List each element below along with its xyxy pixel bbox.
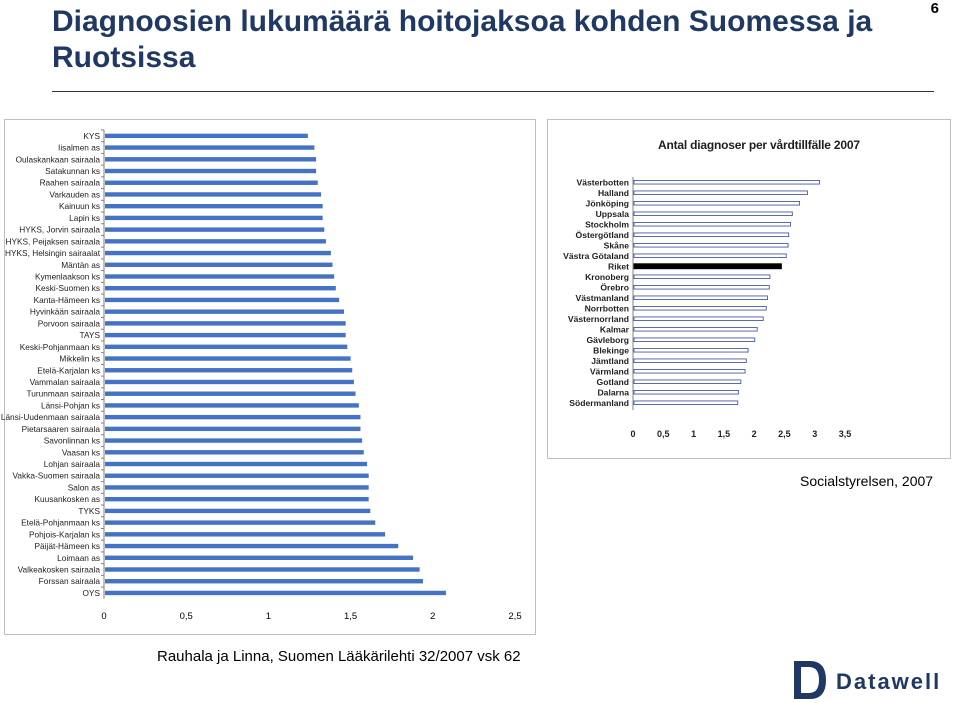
sweden-bar [634, 369, 745, 373]
sweden-bar [634, 317, 763, 321]
finland-category-label: Pietarsaaren sairaala [21, 423, 100, 434]
finland-category-label: Valkeakosken sairaala [17, 564, 100, 575]
sweden-category-label: Norrbotten [584, 303, 629, 314]
finland-x-tick-label: 1 [265, 611, 272, 622]
finland-category-label: Länsi-Uudenmaan sairaala [0, 412, 100, 423]
sweden-category-label: Gotland [596, 376, 629, 387]
finland-category-label: Pohjois-Karjalan ks [28, 529, 100, 540]
finland-category-label: Raahen sairaala [39, 177, 100, 188]
sweden-bar [634, 390, 738, 394]
finland-category-label: Kainuun ks [58, 201, 100, 212]
source-socialstyrelsen: Socialstyrelsen, 2007 [800, 473, 934, 489]
sweden-bar [634, 380, 741, 384]
sweden-x-tick-label: 3 [812, 429, 818, 439]
sweden-category-label: Blekinge [593, 345, 629, 356]
finland-category-label: Varkauden as [49, 189, 100, 200]
sweden-category-label: Östergötland [575, 229, 629, 240]
datawell-logo-icon [794, 661, 826, 699]
finland-x-tick-label: 0 [101, 611, 107, 622]
sweden-category-label: Riket [607, 261, 629, 272]
finland-category-label: Satakunnan ks [45, 166, 100, 177]
sweden-category-label: Södermanland [569, 397, 629, 408]
sweden-category-label: Dalarna [597, 387, 629, 398]
sweden-bar [634, 212, 792, 216]
source-citation: Rauhala ja Linna, Suomen Lääkärilehti 32/2007 vsk 62 [157, 648, 521, 665]
finland-category-label: Vaasan ks [61, 447, 100, 458]
datawell-logo-text: Datawell [836, 669, 942, 694]
sweden-category-label: Kronoberg [585, 271, 629, 282]
sweden-bar [634, 338, 755, 342]
sweden-bar [634, 359, 746, 363]
sweden-bar [634, 201, 800, 205]
finland-category-label: OYS [82, 587, 100, 598]
finland-category-label: Keski-Suomen ks [35, 283, 100, 294]
sweden-category-label: Uppsala [595, 208, 629, 219]
sweden-bar [634, 327, 757, 331]
sweden-bar-riket [634, 264, 781, 269]
sweden-bar [634, 401, 738, 405]
finland-category-label: KYS [83, 130, 100, 141]
sweden-bar [634, 348, 748, 352]
sweden-bar [634, 306, 766, 310]
sweden-category-label: Gävleborg [586, 334, 629, 345]
finland-category-label: Etelä-Karjalan ks [37, 365, 100, 376]
sweden-x-tick-label: 2,5 [778, 429, 791, 439]
finland-x-tick-label: 0,5 [179, 611, 193, 622]
sweden-x-tick-label: 0 [630, 429, 636, 439]
finland-x-tick-label: 2,5 [508, 611, 522, 622]
page-number: 6 [930, 0, 939, 17]
finland-x-tick-label: 1,5 [343, 611, 358, 622]
sweden-category-label: Halland [597, 187, 629, 198]
finland-category-label: Etelä-Pohjanmaan ks [21, 517, 100, 528]
finland-category-label: Loimaan as [57, 552, 100, 563]
finland-category-label: HYKS, Jorvin sairaala [19, 224, 100, 235]
sweden-category-label: Kalmar [599, 324, 629, 335]
finland-category-label: Hyvinkään sairaala [29, 306, 100, 317]
sweden-x-tick-label: 2 [751, 429, 757, 439]
sweden-chart-title: Antal diagnoser per vårdtillfälle 2007 [658, 138, 860, 152]
sweden-category-label: Skåne [603, 240, 629, 251]
sweden-category-label: Jämtland [591, 355, 629, 366]
finland-category-label: TYKS [78, 505, 100, 516]
finland-category-label: Salon as [67, 482, 100, 493]
finland-category-label: Porvoon sairaala [37, 318, 100, 329]
sweden-bar [634, 243, 788, 247]
sweden-bar [634, 275, 770, 279]
sweden-bar [634, 180, 820, 184]
finland-category-label: Lapin ks [69, 212, 100, 223]
finland-category-label: Forssan sairaala [38, 576, 100, 587]
sweden-bar [634, 254, 786, 258]
finland-category-label: Savonlinnan ks [43, 435, 100, 446]
finland-category-label: Keski-Pohjanmaan ks [19, 341, 100, 352]
datawell-logo [792, 657, 952, 703]
page-title: Diagnoosien lukumäärä hoitojaksoa kohden Suomessa ja Ruotsissa [52, 5, 873, 74]
finland-category-label: Lohjan sairaala [43, 459, 100, 470]
finland-category-label: Mikkelin ks [59, 353, 100, 364]
sweden-category-label: Västernorrland [567, 313, 629, 324]
finland-category-label: Länsi-Pohjan ks [40, 400, 100, 411]
sweden-category-label: Stockholm [585, 219, 629, 230]
finland-category-label: Kuusankosken as [34, 494, 100, 505]
sweden-bar [634, 222, 790, 226]
finland-category-label: Vammalan sairaala [29, 376, 100, 387]
sweden-category-label: Västerbotten [576, 177, 629, 188]
sweden-category-label: Västra Götaland [563, 250, 629, 261]
sweden-bar [634, 191, 807, 195]
finland-category-label: Oulaskankaan sairaala [15, 154, 100, 165]
sweden-category-label: Örebro [600, 282, 629, 293]
finland-category-label: Päijät-Hämeen ks [34, 541, 100, 552]
finland-category-label: Turunmaan sairaala [26, 388, 100, 399]
finland-category-label: HYKS, Peijaksen sairaala [5, 236, 100, 247]
finland-category-label: Vakka-Suomen sairaala [12, 470, 100, 481]
finland-category-label: Iisalmen as [58, 142, 100, 153]
finland-category-label: Kanta-Hämeen ks [33, 294, 100, 305]
sweden-x-tick-label: 1,5 [717, 429, 731, 439]
finland-category-label: TAYS [79, 330, 100, 341]
sweden-bar [634, 296, 767, 300]
sweden-category-label: Jönköping [585, 198, 629, 209]
sweden-bar [634, 285, 769, 289]
sweden-bar [634, 233, 789, 237]
finland-category-label: Kymenlaakson ks [34, 271, 100, 282]
finland-x-tick-label: 2 [430, 611, 436, 622]
finland-category-label: HYKS, Helsingin sairaalat [5, 248, 100, 259]
sweden-category-label: Värmland [589, 366, 629, 377]
sweden-x-tick-label: 1 [691, 429, 697, 439]
sweden-category-label: Västmanland [575, 292, 629, 303]
sweden-x-tick-label: 3,5 [838, 429, 852, 439]
sweden-x-tick-label: 0,5 [657, 429, 670, 439]
finland-category-label: Mäntän as [61, 259, 100, 270]
